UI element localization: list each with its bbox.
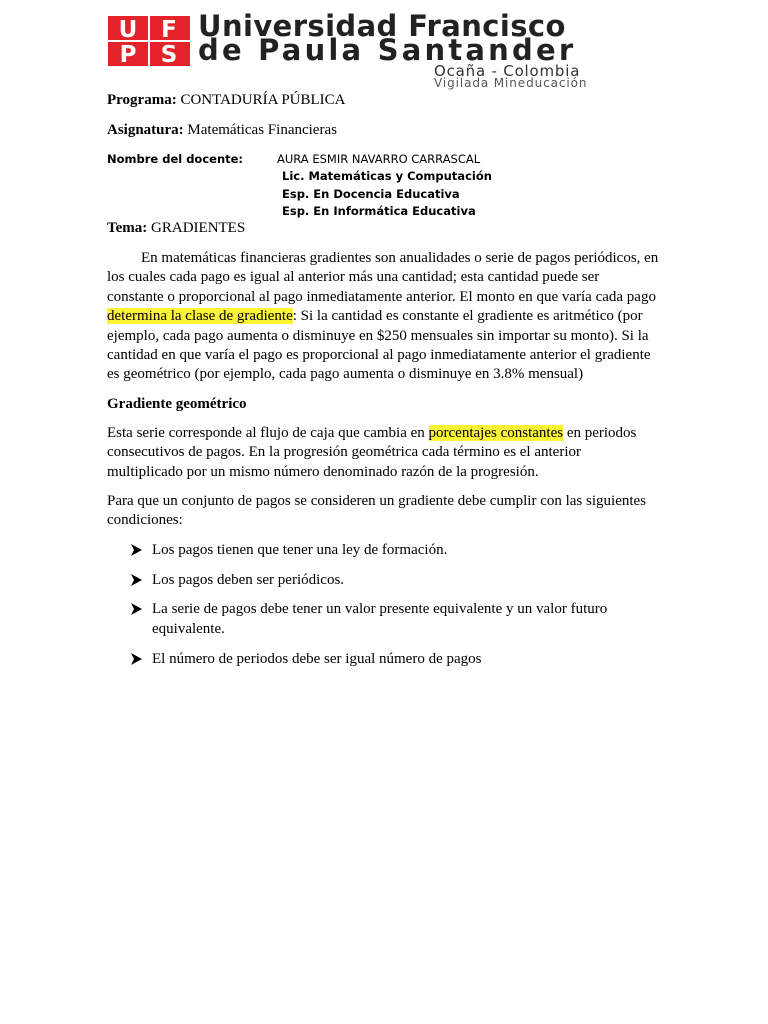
intro-line-1: En matemáticas financieras gradientes son anualidades o serie de pagos periódicos, en — [141, 250, 659, 266]
intro-line-7: es geométrico (por ejemplo, cada pago aumenta o disminuye en 3.8% mensual) — [107, 366, 584, 383]
tema-line — [107, 219, 245, 238]
university-logo — [108, 16, 190, 66]
list-item-text: La serie de pagos debe tener un valor presente equivalente y un valor futuro — [152, 601, 608, 617]
geo-heading: Gradiente geométrico — [107, 396, 247, 412]
asignatura-value: Matemáticas Financieras — [187, 122, 337, 138]
conditions-line-2: condiciones: — [107, 512, 183, 529]
geo-paragraph — [107, 424, 667, 482]
logo-letter-p: P — [119, 42, 137, 66]
tema-value: GRADIENTES — [151, 220, 246, 236]
arrow-bullet-icon — [131, 574, 142, 586]
intro-line-4 — [107, 307, 667, 326]
intro-line-5: ejemplo, cada pago aumenta o disminuye en $250 mensuales sin importar su monto). Si la — [107, 327, 649, 344]
geo-line-1-post: en periodos — [563, 425, 637, 441]
list-item-text: Los pagos deben ser periódicos. — [152, 572, 345, 588]
programa-label: Programa: — [107, 92, 177, 108]
university-name-line2: de Paula Santander — [198, 33, 577, 67]
vigilada-text: Vigilada Mineducación — [434, 76, 588, 90]
university-city: Ocaña - Colombia — [434, 62, 581, 80]
asignatura-line — [107, 121, 337, 140]
highlight-porcentajes: porcentajes constantes — [428, 425, 564, 441]
logo-letter-s: S — [160, 42, 178, 66]
intro-line-4-rest: : Si la cantidad es constante el gradiente es aritmético (por — [292, 308, 643, 325]
geo-line-2: consecutivos de pagos. En la progresión geométrica cada término es el anterior — [107, 444, 581, 461]
intro-line-6: cantidad en que varía el pago es proporcional al pago inmediatamente anterior el gradiente — [107, 347, 651, 364]
docente-title-2: Esp. En Docencia Educativa — [282, 187, 460, 201]
list-item-text-continued: equivalente. — [152, 621, 225, 637]
docente-title-3: Esp. En Informática Educativa — [282, 204, 476, 218]
university-name-line1: Universidad Francisco — [198, 9, 566, 43]
conditions-line-1: Para que un conjunto de pagos se consideren un gradiente debe cumplir con las siguientes — [107, 493, 647, 509]
docente-name: AURA ESMIR NAVARRO CARRASCAL — [277, 152, 481, 166]
logo-letter-u: U — [118, 17, 138, 43]
intro-line-2: los cuales cada pago es igual al anterior más una cantidad; esta cantidad puede ser — [107, 269, 600, 286]
tema-label: Tema: — [107, 220, 148, 236]
arrow-bullet-icon — [131, 603, 142, 615]
intro-paragraph — [107, 249, 667, 385]
geo-line-1 — [107, 424, 667, 443]
arrow-bullet-icon — [131, 653, 142, 665]
university-header — [108, 9, 664, 90]
geo-line-1-pre: Esta serie corresponde al flujo de caja que cambia en — [107, 425, 429, 441]
highlight-clase-gradiente: determina la clase de gradiente — [107, 308, 293, 325]
conditions-paragraph — [107, 492, 667, 531]
logo-letter-f: F — [161, 17, 177, 43]
docente-title-1: Lic. Matemáticas y Computación — [282, 169, 492, 183]
list-item-text: El número de periodos debe ser igual número de pagos — [152, 651, 482, 667]
programa-value: CONTADURÍA PÚBLICA — [180, 92, 346, 108]
asignatura-label: Asignatura: — [107, 122, 184, 138]
programa-line — [107, 91, 346, 110]
geo-line-3: multiplicado por un mismo número denominado razón de la progresión. — [107, 463, 539, 480]
arrow-bullet-icon — [131, 544, 142, 556]
docente-label: Nombre del docente: — [107, 152, 244, 166]
list-item-text: Los pagos tienen que tener una ley de formación. — [152, 542, 448, 558]
intro-line-3: constante o proporcional al pago inmediatamente anterior. El monto en que varía cada pago — [107, 288, 656, 305]
